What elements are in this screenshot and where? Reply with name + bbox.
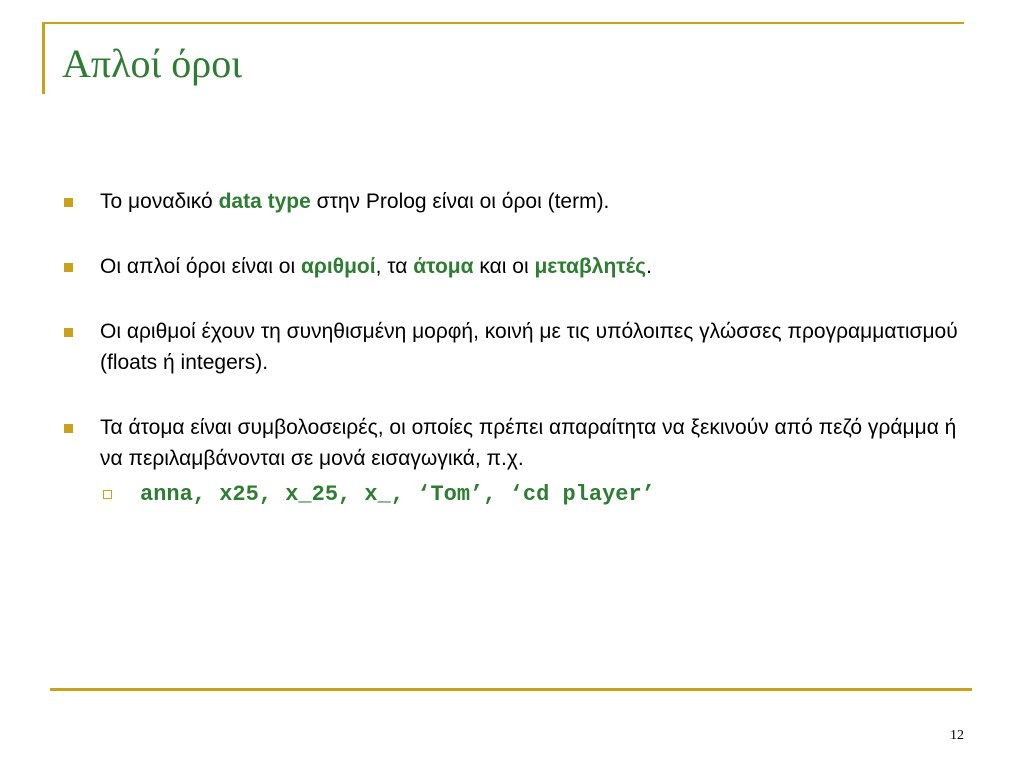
bullet-text: Οι απλοί όροι είναι οι (100, 255, 301, 278)
sub-bullet-item (100, 480, 980, 510)
bullet-item (60, 316, 980, 378)
code-example: anna, x25, x_25, x_, ‘Tom’, ‘cd player’ (140, 482, 655, 507)
bullet-text: και οι (473, 255, 535, 278)
bullet-text: Τα άτομα είναι συμβολοσειρές, οι οποίες πρέπει απαραίτητα να ξεκινούν από πεζό γράμμα ή να περιλαμβάνονται σε μονά εισαγωγικά, π.χ. (100, 416, 957, 470)
bullet-item (60, 251, 980, 282)
bullet-text: Οι αριθμοί έχουν τη συνηθισμένη μορφή, κοινή με τις υπόλοιπες γλώσσες προγραμματισμού (floats ή integers). (100, 320, 958, 374)
highlight-data-type: data type (218, 190, 311, 213)
title-frame-vertical-line (42, 22, 45, 94)
footer-divider (50, 688, 972, 691)
slide-title: Απλοί όροι (62, 41, 242, 86)
bullet-item (60, 186, 980, 217)
square-bullet-icon (64, 198, 73, 207)
square-bullet-icon (64, 328, 73, 337)
bullet-text: στην Prolog είναι οι όροι (term). (310, 190, 610, 213)
bullet-item (60, 412, 980, 510)
bullet-text: Το μοναδικό (100, 190, 219, 213)
highlight-numbers: αριθμοί (300, 255, 376, 278)
title-frame-top-line (42, 22, 964, 24)
page-number: 12 (950, 728, 964, 743)
square-bullet-icon (64, 263, 73, 272)
square-bullet-icon (64, 424, 73, 433)
bullet-text: , τα (375, 255, 414, 278)
highlight-atoms: άτομα (413, 255, 474, 278)
highlight-variables: μεταβλητές (534, 255, 647, 278)
hollow-square-bullet-icon (103, 490, 112, 499)
bullet-text: . (646, 255, 652, 278)
slide-content (60, 186, 980, 544)
